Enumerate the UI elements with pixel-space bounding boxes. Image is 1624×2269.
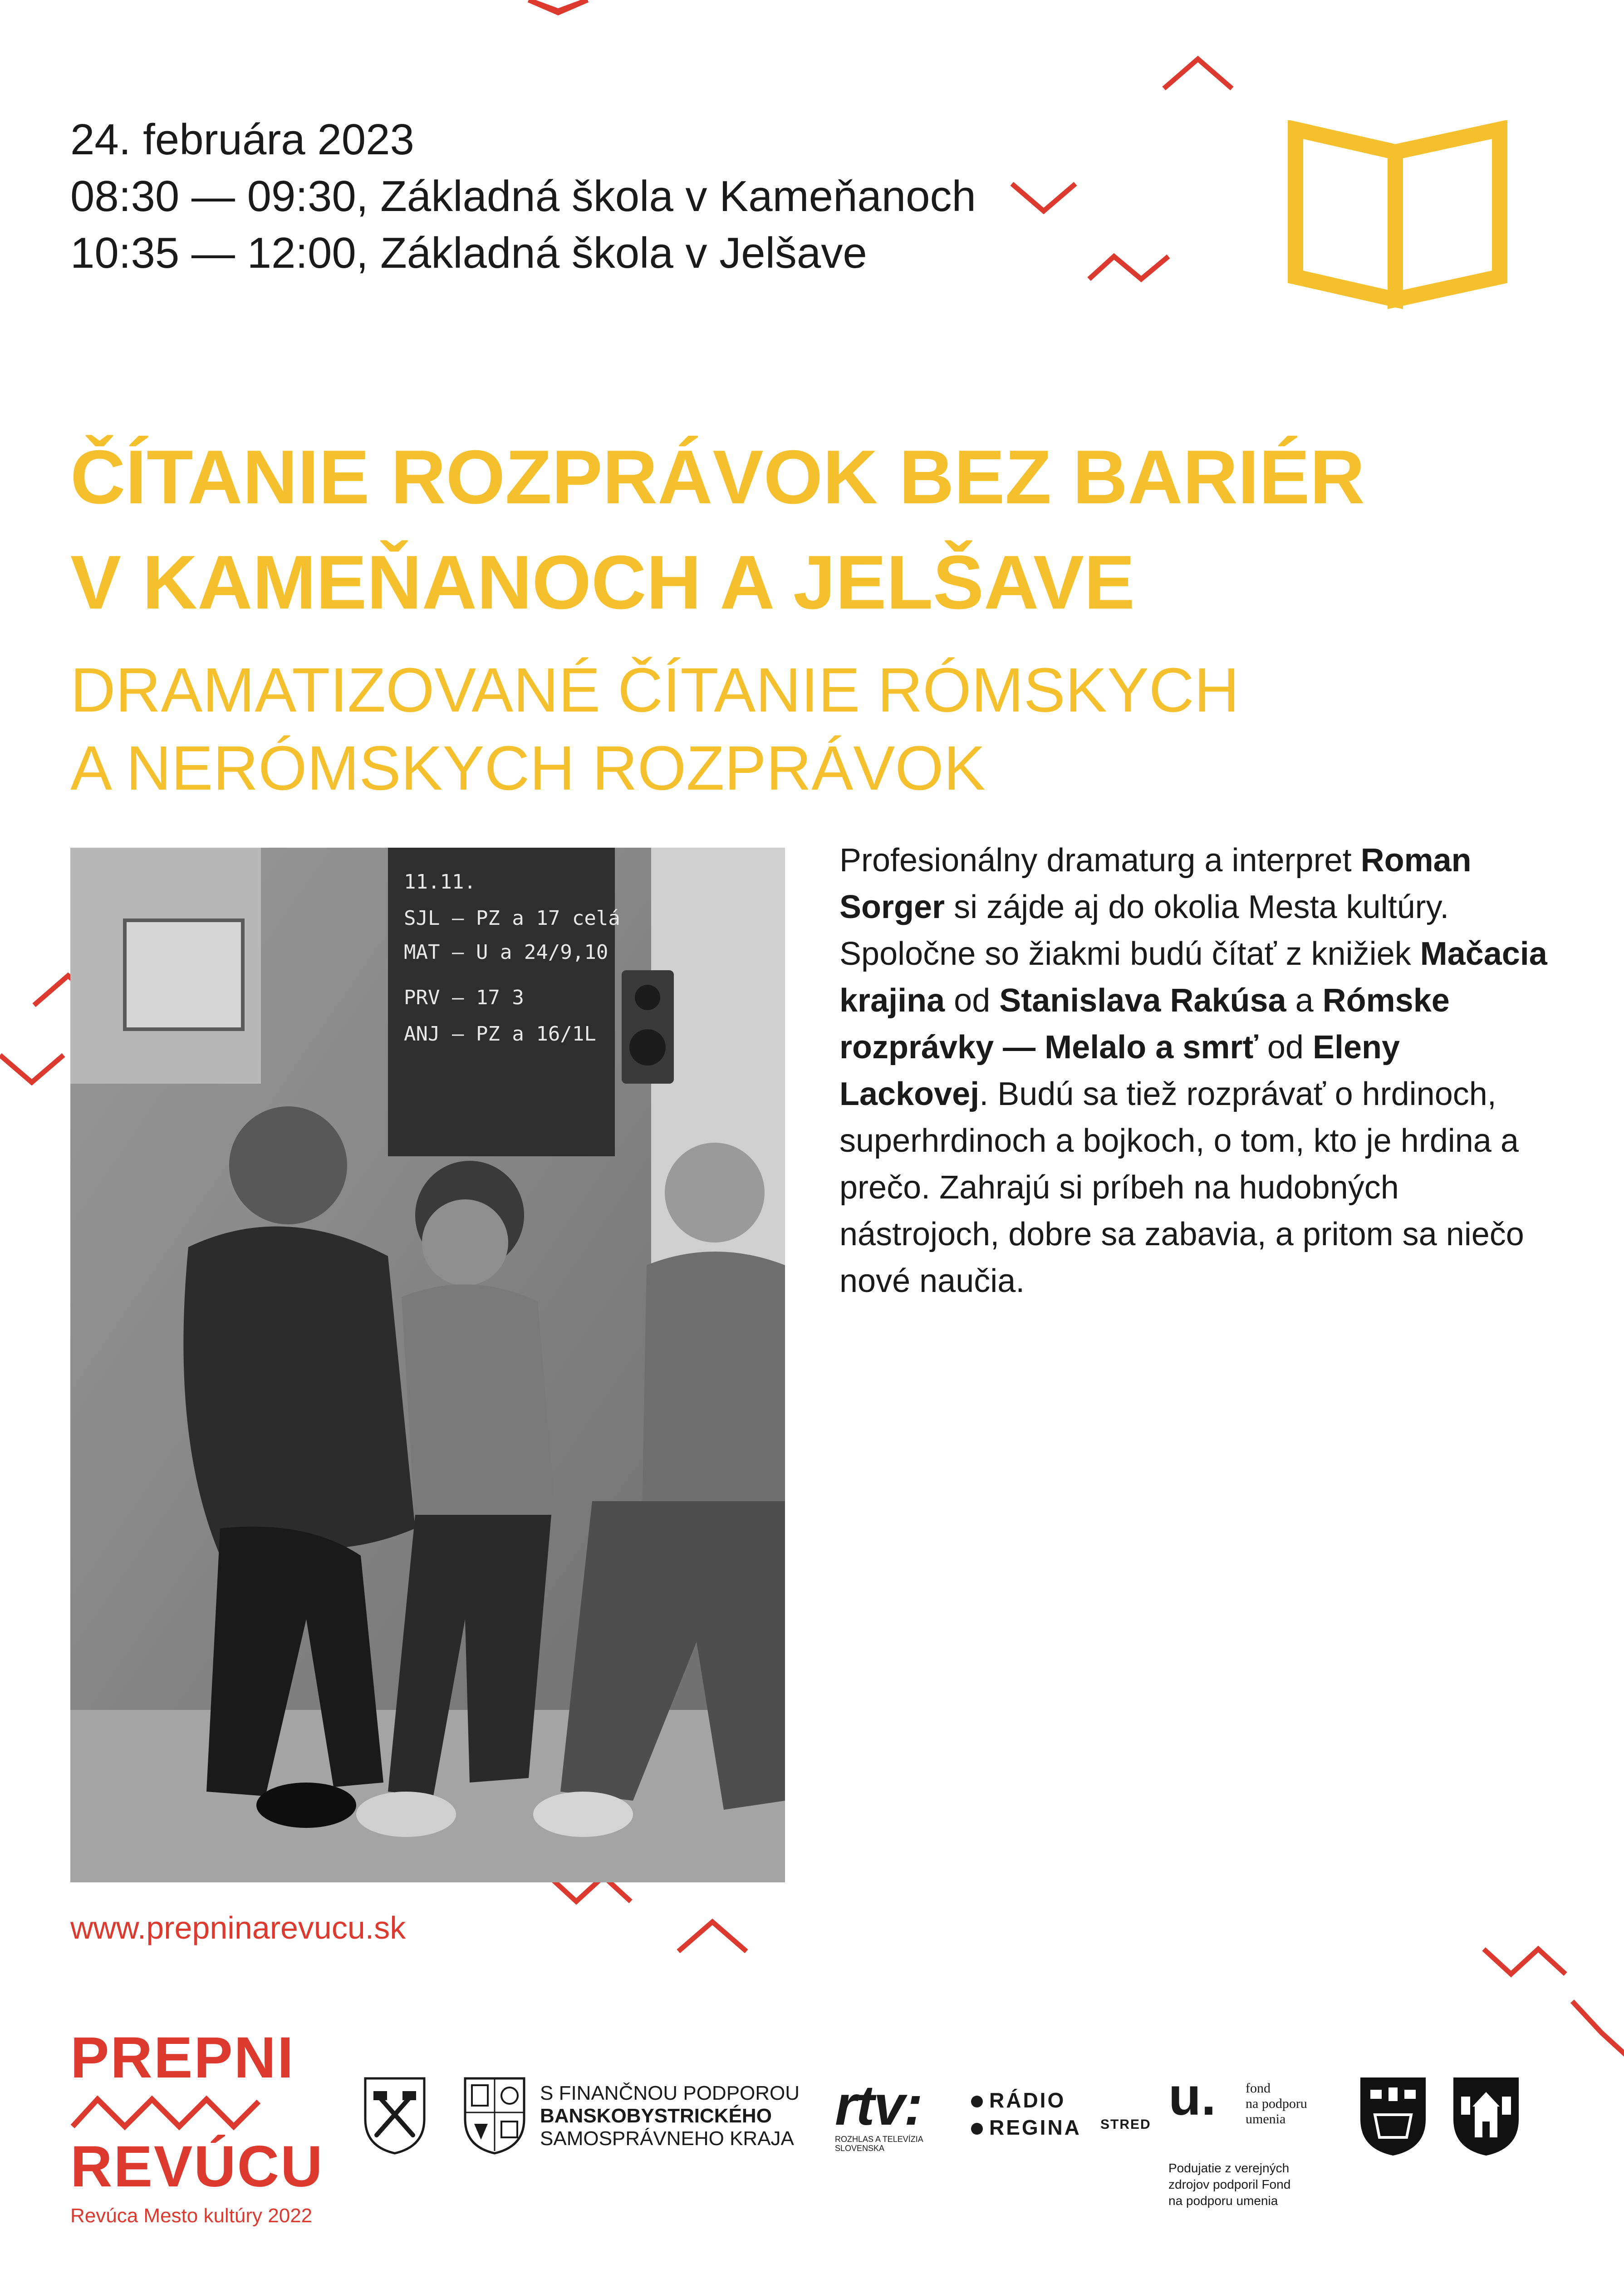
chevron-decoration <box>0 1051 73 1091</box>
chalkboard-line: ANJ – PZ a 16/1L <box>404 1022 596 1046</box>
bbsk-support-text <box>540 2082 800 2150</box>
chevron-decoration <box>526 0 599 18</box>
chalkboard-line: MAT – U a 24/9,10 <box>404 941 608 964</box>
kamenany-coat-of-arms-icon <box>1357 2074 1429 2158</box>
bbsk-line: BANSKOBYSTRICKÉHO <box>540 2105 772 2127</box>
bbsk-line: S FINANČNOU PODPOROU <box>540 2082 800 2104</box>
prepni-revucu-logo <box>70 2025 324 2227</box>
description-text: a <box>1286 982 1323 1019</box>
bbsk-coat-of-arms-icon <box>461 2074 529 2156</box>
event-title <box>70 424 1568 635</box>
radio-word: REGINA <box>989 2116 1081 2139</box>
description-book-title: Mačacia krajina <box>839 936 1547 1019</box>
fpu-name <box>1246 2081 1307 2127</box>
description-text: Profesionálny dramaturg a interpret <box>839 842 1361 879</box>
website-link[interactable]: www.prepninarevucu.sk <box>70 1910 406 1945</box>
logo-word-prepni: PREPNI <box>70 2025 295 2090</box>
jelsava-coat-of-arms-icon <box>1450 2074 1522 2158</box>
chevron-decoration <box>1010 179 1082 220</box>
description-text: od <box>945 982 1000 1019</box>
chevron-decoration <box>1570 1999 1624 2063</box>
radio-regina-logo <box>971 2087 1081 2141</box>
chevron-decoration <box>1087 247 1182 288</box>
chalkboard-line: 11.11. <box>404 870 476 894</box>
description-text: si zájde aj do okolia Mesta kultúry. Spoločne so žiakmi budú čítať z knižiek <box>839 889 1449 972</box>
description-text: . Budú sa tiež rozprávať o hrdinoch, superhrdinoch a bojkoch, o tom, kto je hrdina a prečo. Zahrajú si príbeh na hudobných nástrojoch, dobre sa zabavia, a pritom sa niečo nové naučia. <box>839 1076 1524 1299</box>
chevron-decoration <box>1482 1940 1577 1981</box>
radio-line <box>971 2114 1081 2141</box>
chalkboard-line: PRV – 17 3 <box>404 986 524 1009</box>
event-slot-jelsava: 10:35 — 12:00, Základná škola v Jelšave <box>70 229 867 277</box>
radio-word: RÁDIO <box>989 2088 1066 2112</box>
event-subtitle-line2: A NERÓMSKYCH ROZPRÁVOK <box>70 733 986 803</box>
description-book-title: Rómske rozprávky — Melalo a smrť <box>839 982 1450 1066</box>
logo-tagline: Revúca Mesto kultúry 2022 <box>70 2205 313 2227</box>
description-author: Eleny Lackovej <box>839 1029 1400 1112</box>
description-author: Stanislava Rakúsa <box>999 982 1286 1019</box>
dot-icon <box>971 2123 983 2135</box>
revuca-coat-of-arms-icon <box>361 2074 429 2156</box>
description-text: od <box>1258 1029 1313 1066</box>
event-description <box>839 837 1552 1305</box>
description-performer: Roman Sorger <box>839 842 1472 925</box>
rtvs-mark: rtv: <box>835 2074 922 2137</box>
fpu-name-line: fond <box>1246 2081 1271 2096</box>
event-subtitle-line1: DRAMATIZOVANÉ ČÍTANIE RÓMSKYCH <box>70 655 1240 725</box>
fpu-note-line: zdrojov podporil Fond <box>1168 2177 1291 2191</box>
rtvs-caption-line: SLOVENSKA <box>835 2144 885 2153</box>
rtvs-caption-line: ROZHLAS A TELEVÍZIA <box>835 2135 923 2144</box>
event-photo <box>70 848 785 1882</box>
logo-zigzag-icon <box>70 2090 261 2136</box>
event-slot-kamenany: 08:30 — 09:30, Základná škola v Kameňanoch <box>70 172 976 221</box>
dot-icon <box>971 2096 983 2107</box>
chevron-decoration <box>1162 54 1239 95</box>
logo-word-revucu: REVÚCU <box>70 2134 324 2199</box>
bbsk-line: SAMOSPRÁVNEHO KRAJA <box>540 2127 794 2150</box>
event-date: 24. februára 2023 <box>70 115 414 164</box>
fpu-mark: u. <box>1168 2067 1216 2127</box>
chalkboard-line: SJL – PZ a 17 celá <box>404 907 620 930</box>
radio-line <box>971 2087 1081 2114</box>
event-title-line1: ČÍTANIE ROZPRÁVOK BEZ BARIÉR <box>70 434 1365 520</box>
event-title-line2: V KAMEŇANOCH A JELŠAVE <box>70 540 1135 625</box>
fpu-note <box>1168 2160 1290 2209</box>
classroom-photo-illustration <box>70 848 785 1882</box>
open-book-icon <box>1286 120 1509 311</box>
rtvs-caption <box>835 2135 923 2153</box>
fpu-note-line: na podporu umenia <box>1168 2194 1278 2208</box>
rtvs-logo <box>835 2074 923 2153</box>
fpu-name-line: umenia <box>1246 2112 1286 2127</box>
radio-regina-stred: STRED <box>1100 2117 1151 2132</box>
fpu-name-line: na podporu <box>1246 2096 1307 2111</box>
chevron-decoration <box>676 1917 753 1958</box>
event-subtitle <box>70 651 1568 807</box>
fpu-note-line: Podujatie z verejných <box>1168 2161 1290 2175</box>
event-schedule <box>70 111 976 281</box>
